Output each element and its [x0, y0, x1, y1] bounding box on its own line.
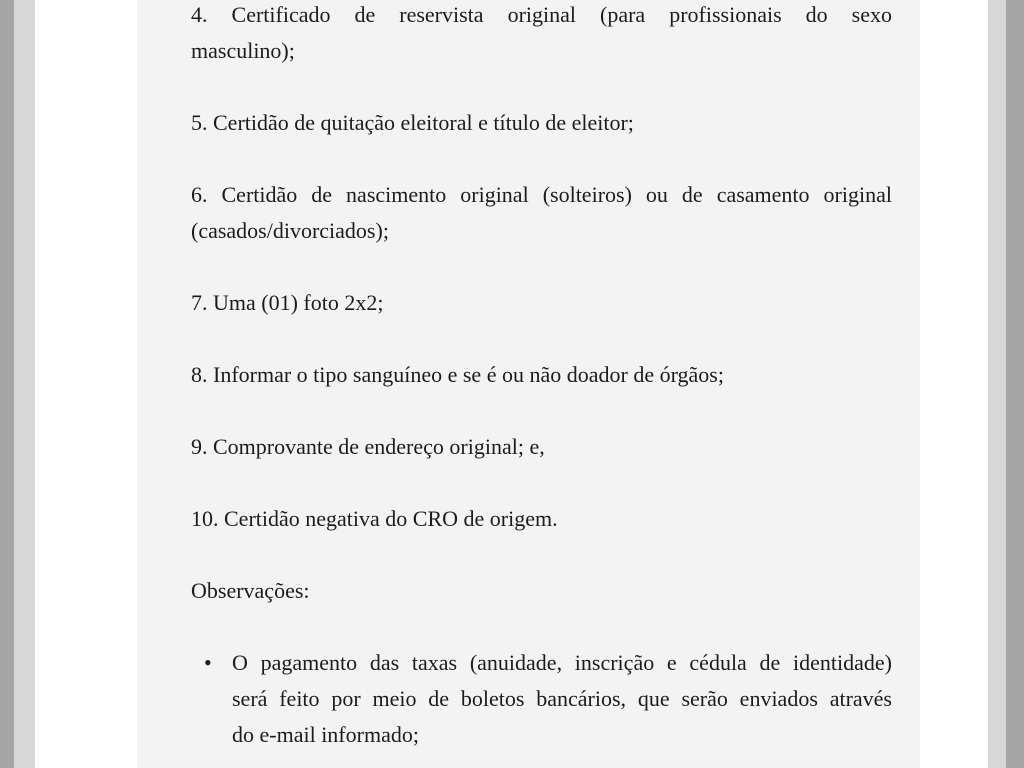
page-gutter-left [14, 0, 35, 768]
observacoes-heading-line-1: Observações: [191, 578, 310, 603]
bullet-payment-line-3: do e-mail informado; [232, 722, 419, 747]
item-4-line-1: 4. Certificado de reservista original (para profissionais do sexo [191, 2, 892, 27]
item-6-line-1: 6. Certidão de nascimento original (solteiros) ou de casamento original [191, 182, 892, 207]
page-gutter-right [988, 0, 1006, 768]
bullet-payment-line-1: O pagamento das taxas (anuidade, inscrição e cédula de identidade) [232, 650, 892, 675]
item-4-line-2: masculino); [191, 38, 295, 63]
document-content [191, 0, 892, 753]
window-edge-right [1006, 0, 1024, 768]
item-8 [191, 357, 892, 393]
bullet-payment-text [232, 645, 892, 753]
item-10-line-1: 10. Certidão negativa do CRO de origem. [191, 506, 558, 531]
window-edge-left [0, 0, 14, 768]
item-7 [191, 285, 892, 321]
page-margin-left [35, 0, 137, 768]
page-margin-right [920, 0, 988, 768]
item-6 [191, 177, 892, 249]
observacoes-heading [191, 573, 892, 609]
bullet-payment-line-2: será feito por meio de boletos bancários, que serão enviados através [232, 686, 892, 711]
item-10 [191, 501, 892, 537]
item-5 [191, 105, 892, 141]
document-page [137, 0, 920, 768]
item-9 [191, 429, 892, 465]
item-6-line-2: (casados/divorciados); [191, 218, 389, 243]
bullet-payment [191, 645, 892, 753]
item-8-line-1: 8. Informar o tipo sanguíneo e se é ou não doador de órgãos; [191, 362, 724, 387]
item-7-line-1: 7. Uma (01) foto 2x2; [191, 290, 384, 315]
bullet-icon: • [204, 650, 212, 675]
item-5-line-1: 5. Certidão de quitação eleitoral e título de eleitor; [191, 110, 634, 135]
item-4 [191, 0, 892, 69]
item-9-line-1: 9. Comprovante de endereço original; e, [191, 434, 545, 459]
